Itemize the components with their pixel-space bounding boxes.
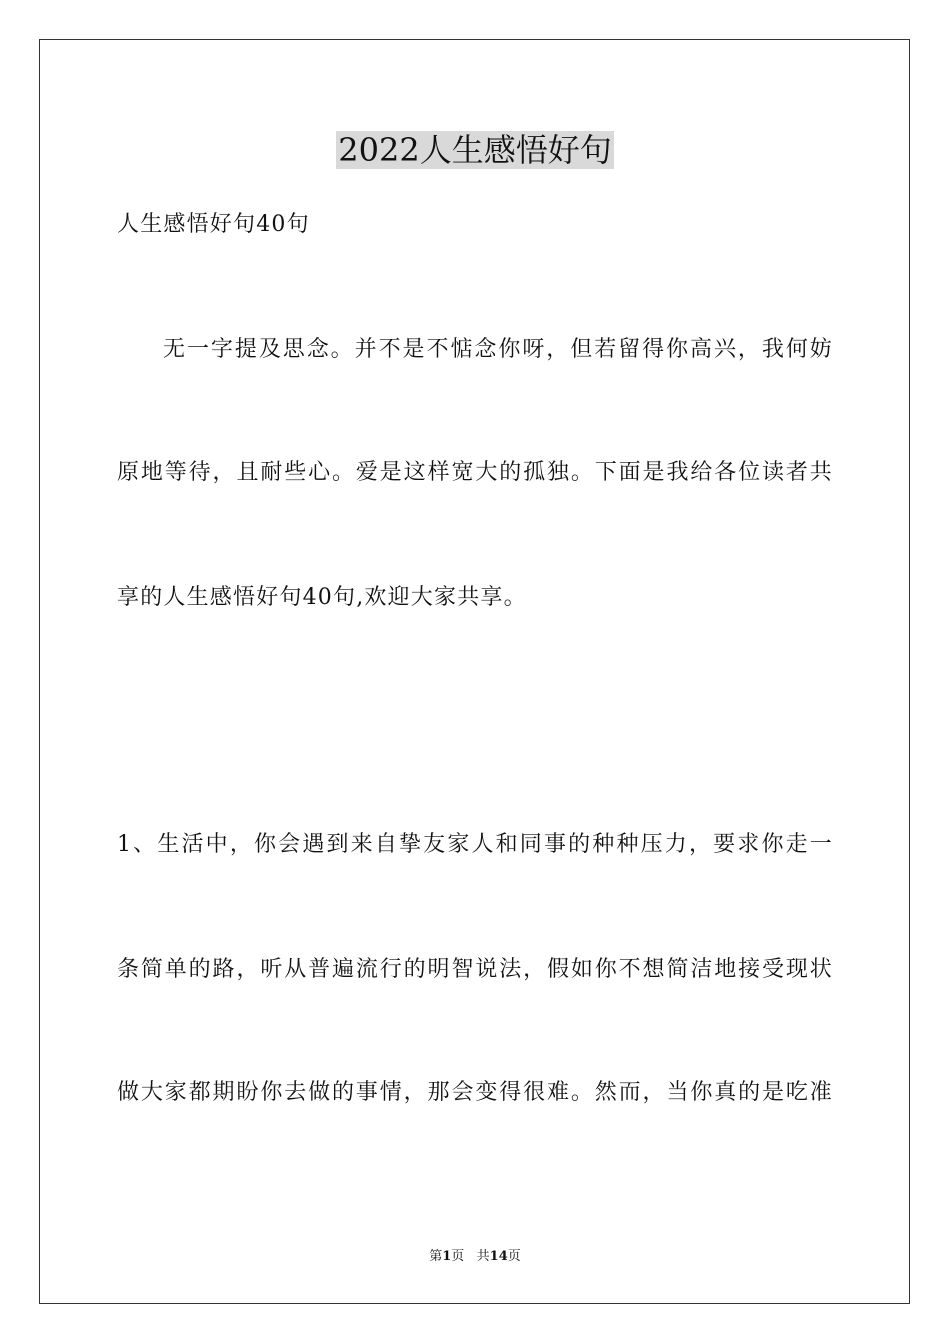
page-footer [0,1248,950,1266]
intro-line-2: 原地等待，且耐些心。爱是这样宽大的孤独。下面是我给各位读者共 [117,460,833,485]
document-title [0,128,950,172]
footer-page-prefix: 第 [429,1249,443,1264]
item-1-line-1: 1、生活中，你会遇到来自挚友家人和同事的种种压力，要求你走一 [117,832,833,857]
subtitle: 人生感悟好句40句 [117,212,310,237]
footer-page-total: 14 [489,1249,508,1264]
title-text: 2022人生感悟好句 [338,131,612,169]
intro-line-1: 无一字提及思念。并不是不惦念你呀，但若留得你高兴，我何妨 [163,337,833,362]
item-1-line-3: 做大家都期盼你去做的事情，那会变得很难。然而，当你真的是吃准 [117,1080,833,1105]
item-1-line-2: 条简单的路，听从普遍流行的明智说法，假如你不想简洁地接受现状 [117,957,833,982]
intro-line-3: 享的人生感悟好句40句,欢迎大家共享。 [117,585,527,610]
footer-page-suffix: 页 [507,1249,521,1264]
footer-page-mid: 页 共 [451,1249,490,1264]
footer-page-current: 1 [442,1249,452,1264]
